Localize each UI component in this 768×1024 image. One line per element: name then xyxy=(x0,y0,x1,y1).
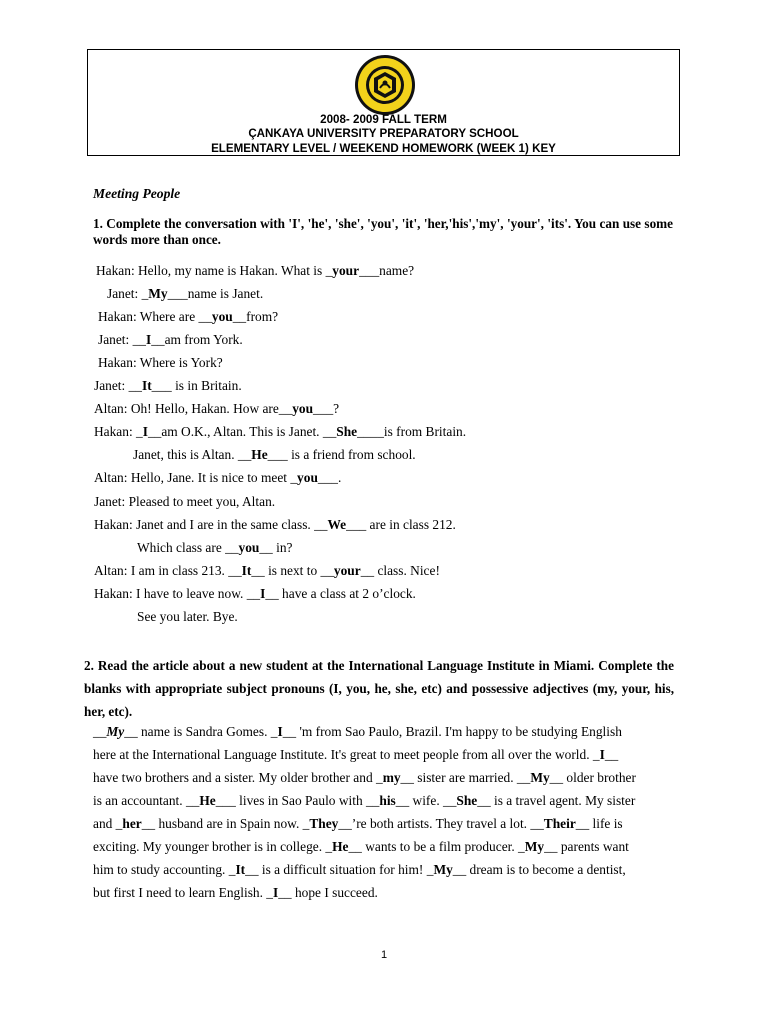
article-text: __’re both artists. They travel a lot. __ xyxy=(338,816,544,831)
header-school: ÇANKAYA UNIVERSITY PREPARATORY SCHOOL xyxy=(248,127,519,140)
header-level-title: ELEMENTARY LEVEL / WEEKEND HOMEWORK (WEEK 1) KEY xyxy=(211,142,556,155)
answer-word: He xyxy=(199,793,216,808)
article-text: __ xyxy=(93,724,107,739)
conversation-line: Altan: Hello, Jane. It is nice to meet _you___. xyxy=(94,470,342,485)
conversation-line: Janet: __I__am from York. xyxy=(98,332,243,347)
section-title: Meeting People xyxy=(93,186,181,201)
article-text: here at the International Language Institute. It's great to meet people from all over the world. _ xyxy=(93,747,600,762)
conversation-line: Hakan: Where is York? xyxy=(98,355,223,370)
conversation-line: See you later. Bye. xyxy=(137,609,238,624)
answer-word: He xyxy=(332,839,349,854)
article-line xyxy=(93,839,629,855)
article-text: __ older brother xyxy=(549,770,636,785)
article-text: ___ lives in Sao Paulo with __ xyxy=(215,793,380,808)
article-line xyxy=(93,770,636,786)
article-text: __ wants to be a film producer. _ xyxy=(348,839,525,854)
answer-word: My xyxy=(524,839,545,854)
article-line xyxy=(93,747,618,763)
conversation-line: Hakan: Janet and I are in the same class. __We___ are in class 212. xyxy=(94,517,456,532)
article-text: is an accountant. __ xyxy=(93,793,200,808)
article-text: exciting. My younger brother is in college. _ xyxy=(93,839,333,854)
article-text: have two brothers and a sister. My older brother and _ xyxy=(93,770,383,785)
article-text: but first I need to learn English. _ xyxy=(93,885,273,900)
answer-word: his xyxy=(379,793,396,808)
conversation-line: Which class are __you__ in? xyxy=(137,540,293,555)
university-logo-seal xyxy=(354,54,416,116)
answer-word: My xyxy=(106,724,125,739)
answer-word: They xyxy=(309,816,339,831)
conversation-line: Hakan: Hello, my name is Hakan. What is _your___name? xyxy=(96,263,415,278)
article-text: __ life is xyxy=(575,816,623,831)
article-text: and _ xyxy=(93,816,123,831)
answer-word: her xyxy=(122,816,142,831)
answer-word: I xyxy=(273,885,279,900)
article-text: __ 'm from Sao Paulo, Brazil. I'm happy to be studying English xyxy=(282,724,622,739)
article-text: __ dream is to become a dentist, xyxy=(452,862,626,877)
answer-word: My xyxy=(433,862,453,877)
article-line xyxy=(93,885,378,901)
header-term: 2008- 2009 FALL TERM xyxy=(320,113,447,126)
article-text: __ is a difficult situation for him! _ xyxy=(245,862,434,877)
conversation-line: Hakan: I have to leave now. __I__ have a class at 2 o’clock. xyxy=(94,586,416,601)
answer-word: I xyxy=(599,747,605,762)
answer-word: She xyxy=(456,793,478,808)
article-text: __ is a travel agent. My sister xyxy=(477,793,636,808)
answer-word: Their xyxy=(543,816,576,831)
exercise2-instruction: 2. Read the article about a new student at the International Language Institute in Miami. Complete the blanks with appropriate subject pronouns (I, you, he, she, etc) and possessive adjectives (my, your, his, her, etc). xyxy=(84,658,674,719)
conversation-line: Hakan: Where are __you__from? xyxy=(98,309,279,324)
article-line xyxy=(93,793,635,809)
article-line xyxy=(93,724,622,740)
answer-word: It xyxy=(235,862,246,877)
exercise1-instruction: 1. Complete the conversation with 'I', 'he', 'she', 'you', 'it', 'her,'his','my', 'your', 'its'. You can use some words more than once. xyxy=(93,216,673,247)
article-text: __ husband are in Spain now. _ xyxy=(141,816,310,831)
article-text: __ sister are married. __ xyxy=(400,770,531,785)
article-text: him to study accounting. _ xyxy=(93,862,236,877)
conversation-line: Altan: Oh! Hello, Hakan. How are__you___? xyxy=(94,401,340,416)
article-line xyxy=(93,816,623,832)
document-header xyxy=(87,49,680,156)
article-text: __ hope I succeed. xyxy=(278,885,378,900)
article-line xyxy=(93,862,626,878)
conversation-line: Janet: _My___name is Janet. xyxy=(107,286,264,301)
page-number: 1 xyxy=(380,949,388,961)
answer-word: my xyxy=(382,770,401,785)
conversation-line: Janet, this is Altan. __He___ is a friend from school. xyxy=(133,447,416,462)
article-text: __ wife. __ xyxy=(395,793,457,808)
conversation-line: Janet: Pleased to meet you, Altan. xyxy=(94,494,276,509)
answer-word: I xyxy=(277,724,283,739)
conversation-line: Hakan: _I__am O.K., Altan. This is Janet. __She____is from Britain. xyxy=(94,424,467,439)
article-text: __ name is Sandra Gomes. _ xyxy=(124,724,278,739)
answer-word: My xyxy=(530,770,550,785)
conversation-line: Janet: __It___ is in Britain. xyxy=(94,378,242,393)
article-text: __ xyxy=(604,747,619,762)
article-text: __ parents want xyxy=(544,839,629,854)
conversation-line: Altan: I am in class 213. __It__ is next to __your__ class. Nice! xyxy=(94,563,440,578)
